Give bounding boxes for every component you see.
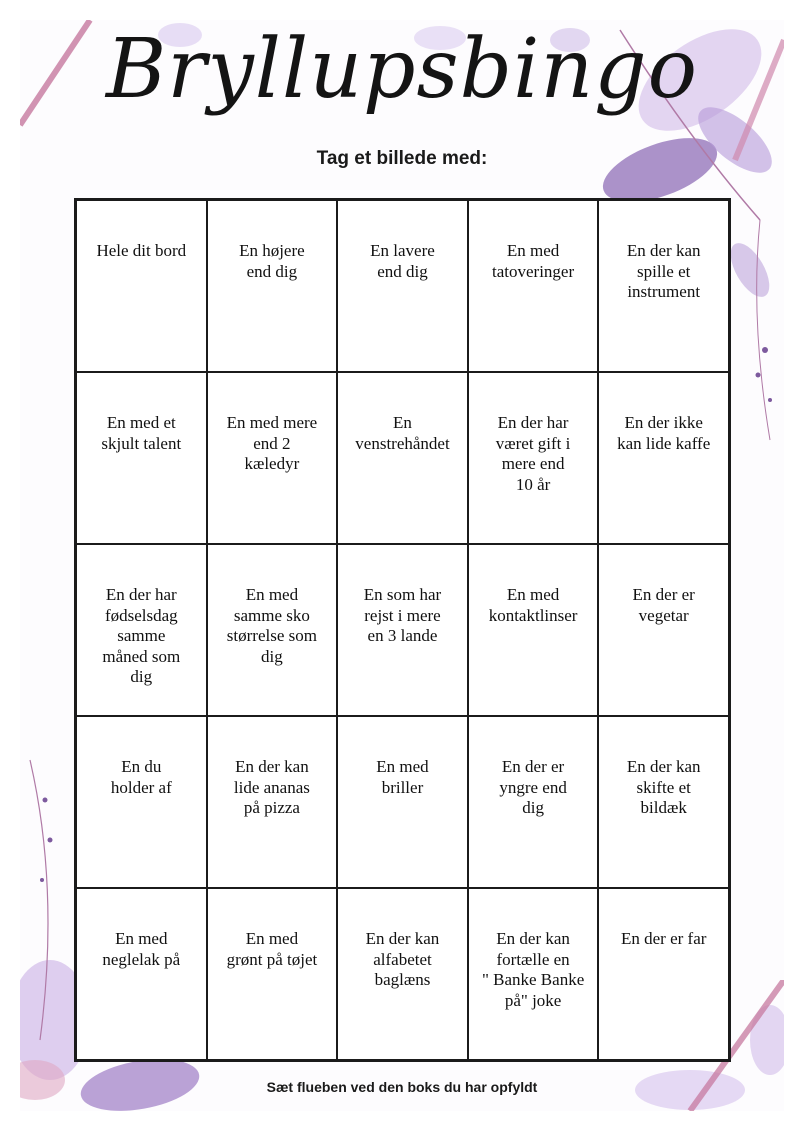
bingo-cell[interactable]: En med kontaktlinser — [468, 544, 599, 716]
bingo-cell[interactable]: En med tatoveringer — [468, 200, 599, 372]
bingo-grid — [74, 198, 731, 1062]
page-subtitle: Tag et billede med: — [316, 148, 488, 169]
bingo-cell[interactable]: En der kan fortælle en " Banke Banke på" joke — [468, 888, 599, 1060]
bingo-cell[interactable]: En der har fødselsdag samme måned som dig — [76, 544, 207, 716]
bingo-cell[interactable]: En du holder af — [76, 716, 207, 888]
bingo-cell[interactable]: En der kan alfabetet baglæns — [337, 888, 468, 1060]
bingo-cell[interactable]: En der er yngre end dig — [468, 716, 599, 888]
bingo-cell[interactable]: En med samme sko størrelse som dig — [207, 544, 338, 716]
bingo-cell[interactable]: En der kan lide ananas på pizza — [207, 716, 338, 888]
page-title: Bryllupsbingo — [105, 22, 698, 117]
bingo-cell[interactable]: En venstrehåndet — [337, 372, 468, 544]
bingo-cell[interactable]: En der ikke kan lide kaffe — [598, 372, 729, 544]
bingo-cell[interactable]: En med grønt på tøjet — [207, 888, 338, 1060]
bingo-cell[interactable]: Hele dit bord — [76, 200, 207, 372]
bingo-cell[interactable]: En der kan skifte et bildæk — [598, 716, 729, 888]
bingo-cell[interactable]: En med mere end 2 kæledyr — [207, 372, 338, 544]
bingo-cell[interactable]: En der er vegetar — [598, 544, 729, 716]
bingo-cell[interactable]: En der kan spille et instrument — [598, 200, 729, 372]
footer-instruction: Sæt flueben ved den boks du har opfyldt — [266, 1079, 538, 1095]
bingo-cell[interactable]: En lavere end dig — [337, 200, 468, 372]
bingo-cell[interactable]: En med briller — [337, 716, 468, 888]
bingo-cell[interactable]: En som har rejst i mere en 3 lande — [337, 544, 468, 716]
bingo-cell[interactable]: En der er far — [598, 888, 729, 1060]
bingo-cell[interactable]: En der har været gift i mere end 10 år — [468, 372, 599, 544]
bingo-cell[interactable]: En højere end dig — [207, 200, 338, 372]
bingo-cell[interactable]: En med et skjult talent — [76, 372, 207, 544]
bingo-cell[interactable]: En med neglelak på — [76, 888, 207, 1060]
